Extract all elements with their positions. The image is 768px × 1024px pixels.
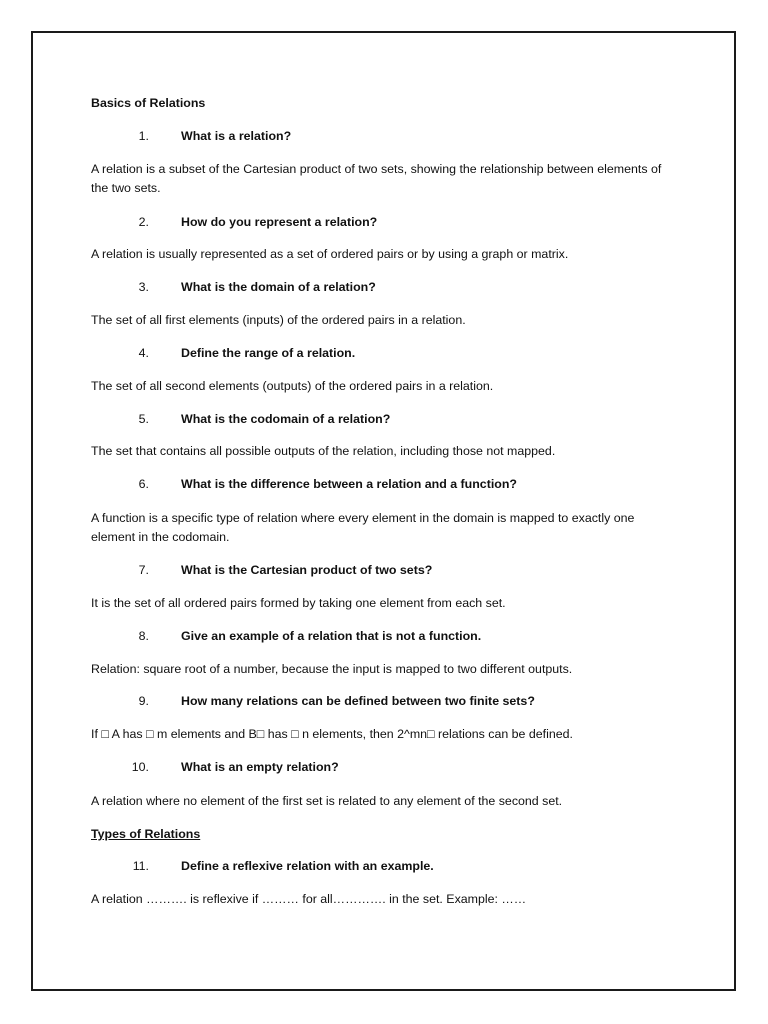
section-title-types: Types of Relations (91, 827, 201, 841)
answer-text: It is the set of all ordered pairs formed by taking one element from each set. (91, 596, 506, 610)
question-number: 9. (138, 694, 149, 708)
question-number: 4. (138, 346, 149, 360)
question-number: 3. (138, 280, 149, 294)
answer-text: A relation where no element of the first set is related to any element of the second set. (91, 794, 563, 808)
question-text: What is the Cartesian product of two sets? (181, 563, 433, 577)
answer-text: A relation is usually represented as a set of ordered pairs or by using a graph or matrix. (91, 247, 569, 261)
answer-text: Relation: square root of a number, because the input is mapped to two different outputs. (91, 662, 573, 676)
question-text: What is the domain of a relation? (181, 280, 376, 294)
document-page (31, 31, 736, 991)
answer-text: The set of all second elements (outputs) of the ordered pairs in a relation. (91, 379, 494, 393)
question-text: Define a reflexive relation with an example. (181, 859, 434, 873)
question-number: 10. (131, 760, 149, 774)
question-number: 7. (138, 563, 149, 577)
question-text: How do you represent a relation? (181, 215, 378, 229)
question-text: How many relations can be defined between two finite sets? (181, 694, 535, 708)
question-text: What is an empty relation? (181, 760, 339, 774)
answer-text: If □ A has □ m elements and B□ has □ n elements, then 2^mn□ relations can be defined. (91, 727, 573, 741)
section-title-basics: Basics of Relations (91, 96, 206, 110)
question-number: 11. (132, 859, 149, 873)
question-text: Define the range of a relation. (181, 346, 356, 360)
question-text: What is a relation? (181, 129, 292, 143)
answer-text: A relation is a subset of the Cartesian product of two sets, showing the relationship between elements of the two sets. (91, 162, 662, 195)
answer-text: The set that contains all possible outputs of the relation, including those not mapped. (91, 444, 556, 458)
question-text: Give an example of a relation that is not a function. (181, 629, 482, 643)
question-number: 2. (138, 215, 149, 229)
answer-text: The set of all first elements (inputs) of the ordered pairs in a relation. (91, 313, 466, 327)
answer-text: A relation ………. is reflexive if ……… for all…………. in the set. Example: …… (91, 892, 527, 906)
question-number: 5. (138, 412, 149, 426)
question-number: 8. (138, 629, 149, 643)
question-number: 1. (138, 129, 149, 143)
question-text: What is the codomain of a relation? (181, 412, 391, 426)
question-number: 6. (138, 477, 149, 491)
answer-text: A function is a specific type of relation where every element in the domain is mapped to exactly one element in the codomain. (91, 511, 635, 544)
question-text: What is the difference between a relation and a function? (181, 477, 517, 491)
